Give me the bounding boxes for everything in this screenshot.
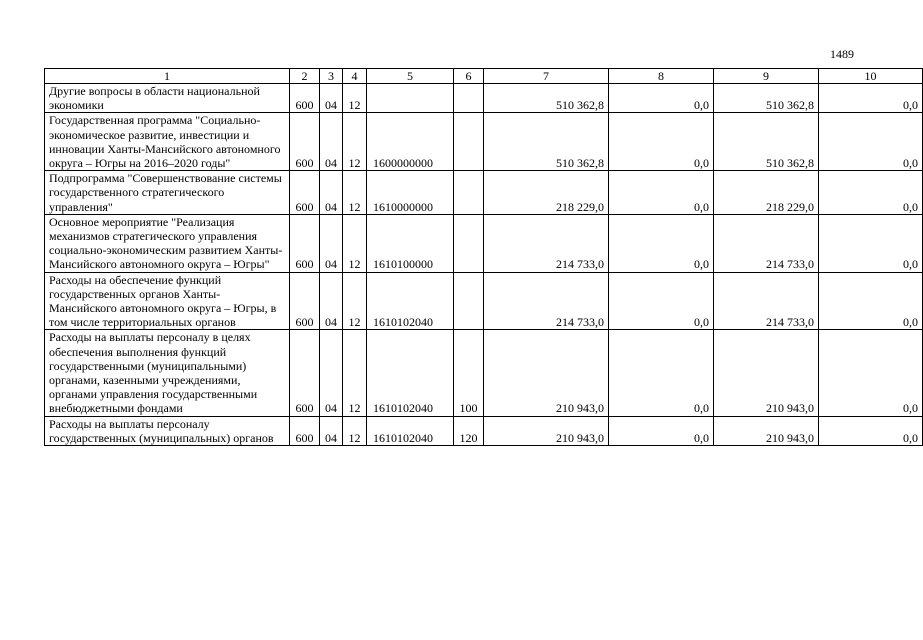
expense-type-cell bbox=[454, 272, 484, 330]
amount-cell: 510 362,8 bbox=[714, 113, 819, 171]
ministry-code-cell: 600 bbox=[290, 272, 320, 330]
amount-cell: 0,0 bbox=[819, 113, 923, 171]
target-article-cell: 1610102040 bbox=[367, 416, 454, 445]
column-header: 10 bbox=[819, 69, 923, 84]
subsection-code-cell: 12 bbox=[343, 330, 367, 416]
amount-cell: 510 362,8 bbox=[714, 84, 819, 113]
column-header: 2 bbox=[290, 69, 320, 84]
table-row bbox=[45, 113, 923, 171]
page-number: 1489 bbox=[830, 47, 854, 61]
subsection-code-cell: 12 bbox=[343, 214, 367, 272]
amount-cell: 0,0 bbox=[609, 416, 714, 445]
ministry-code-cell: 600 bbox=[290, 171, 320, 215]
expense-type-cell bbox=[454, 84, 484, 113]
amount-cell: 0,0 bbox=[819, 272, 923, 330]
table-row bbox=[45, 416, 923, 445]
amount-total-cell: 210 943,0 bbox=[484, 330, 609, 416]
section-code-cell: 04 bbox=[320, 214, 343, 272]
amount-cell: 0,0 bbox=[819, 84, 923, 113]
section-code-cell: 04 bbox=[320, 84, 343, 113]
column-header: 4 bbox=[343, 69, 367, 84]
expense-type-cell bbox=[454, 214, 484, 272]
target-article-cell: 1610100000 bbox=[367, 214, 454, 272]
section-code-cell: 04 bbox=[320, 330, 343, 416]
target-article-cell: 1610102040 bbox=[367, 330, 454, 416]
table-header-row bbox=[45, 69, 923, 84]
amount-cell: 210 943,0 bbox=[714, 416, 819, 445]
amount-cell: 214 733,0 bbox=[714, 214, 819, 272]
amount-total-cell: 218 229,0 bbox=[484, 171, 609, 215]
section-code-cell: 04 bbox=[320, 272, 343, 330]
expense-type-cell bbox=[454, 113, 484, 171]
row-name-cell: Другие вопросы в области национальной экономики bbox=[45, 84, 290, 113]
expense-type-cell: 100 bbox=[454, 330, 484, 416]
row-name-cell: Расходы на выплаты персоналу государственных (муниципальных) органов bbox=[45, 416, 290, 445]
subsection-code-cell: 12 bbox=[343, 272, 367, 330]
table-row bbox=[45, 272, 923, 330]
column-header: 6 bbox=[454, 69, 484, 84]
row-name-cell: Расходы на обеспечение функций государственных органов Ханты-Мансийского автономного округа – Югры, в том числе территориальных органов bbox=[45, 272, 290, 330]
amount-cell: 0,0 bbox=[609, 214, 714, 272]
amount-total-cell: 214 733,0 bbox=[484, 214, 609, 272]
amount-total-cell: 510 362,8 bbox=[484, 84, 609, 113]
subsection-code-cell: 12 bbox=[343, 84, 367, 113]
ministry-code-cell: 600 bbox=[290, 113, 320, 171]
target-article-cell: 1610000000 bbox=[367, 171, 454, 215]
ministry-code-cell: 600 bbox=[290, 214, 320, 272]
table-row bbox=[45, 84, 923, 113]
section-code-cell: 04 bbox=[320, 416, 343, 445]
column-header: 8 bbox=[609, 69, 714, 84]
column-header: 5 bbox=[367, 69, 454, 84]
ministry-code-cell: 600 bbox=[290, 416, 320, 445]
amount-cell: 0,0 bbox=[609, 171, 714, 215]
amount-cell: 210 943,0 bbox=[714, 330, 819, 416]
row-name-cell: Государственная программа "Социально-экономическое развитие, инвестиции и инновации Ханты-Мансийского автономного округа – Югры на 2016–2020 годы" bbox=[45, 113, 290, 171]
table-row bbox=[45, 214, 923, 272]
ministry-code-cell: 600 bbox=[290, 84, 320, 113]
amount-cell: 0,0 bbox=[819, 416, 923, 445]
amount-cell: 0,0 bbox=[609, 272, 714, 330]
budget-table bbox=[44, 68, 923, 446]
section-code-cell: 04 bbox=[320, 171, 343, 215]
row-name-cell: Подпрограмма "Совершенствование системы государственного стратегического управления" bbox=[45, 171, 290, 215]
amount-cell: 214 733,0 bbox=[714, 272, 819, 330]
amount-total-cell: 214 733,0 bbox=[484, 272, 609, 330]
expense-type-cell: 120 bbox=[454, 416, 484, 445]
column-header: 7 bbox=[484, 69, 609, 84]
column-header: 9 bbox=[714, 69, 819, 84]
table-row bbox=[45, 330, 923, 416]
amount-cell: 0,0 bbox=[609, 330, 714, 416]
column-header: 1 bbox=[45, 69, 290, 84]
ministry-code-cell: 600 bbox=[290, 330, 320, 416]
amount-total-cell: 210 943,0 bbox=[484, 416, 609, 445]
target-article-cell: 1610102040 bbox=[367, 272, 454, 330]
amount-cell: 0,0 bbox=[609, 84, 714, 113]
row-name-cell: Основное мероприятие "Реализация механизмов стратегического управления социально-экономическим развитием Ханты-Мансийского автономного округа – Югры" bbox=[45, 214, 290, 272]
section-code-cell: 04 bbox=[320, 113, 343, 171]
amount-cell: 0,0 bbox=[609, 113, 714, 171]
row-name-cell: Расходы на выплаты персоналу в целях обеспечения выполнения функций государственными (муниципальными) органами, казенными учреждениями, органами управления государственными внебюджетными фондами bbox=[45, 330, 290, 416]
amount-cell: 0,0 bbox=[819, 214, 923, 272]
column-header: 3 bbox=[320, 69, 343, 84]
target-article-cell bbox=[367, 84, 454, 113]
table-row bbox=[45, 171, 923, 215]
amount-total-cell: 510 362,8 bbox=[484, 113, 609, 171]
amount-cell: 0,0 bbox=[819, 171, 923, 215]
subsection-code-cell: 12 bbox=[343, 416, 367, 445]
amount-cell: 0,0 bbox=[819, 330, 923, 416]
subsection-code-cell: 12 bbox=[343, 171, 367, 215]
amount-cell: 218 229,0 bbox=[714, 171, 819, 215]
expense-type-cell bbox=[454, 171, 484, 215]
subsection-code-cell: 12 bbox=[343, 113, 367, 171]
target-article-cell: 1600000000 bbox=[367, 113, 454, 171]
